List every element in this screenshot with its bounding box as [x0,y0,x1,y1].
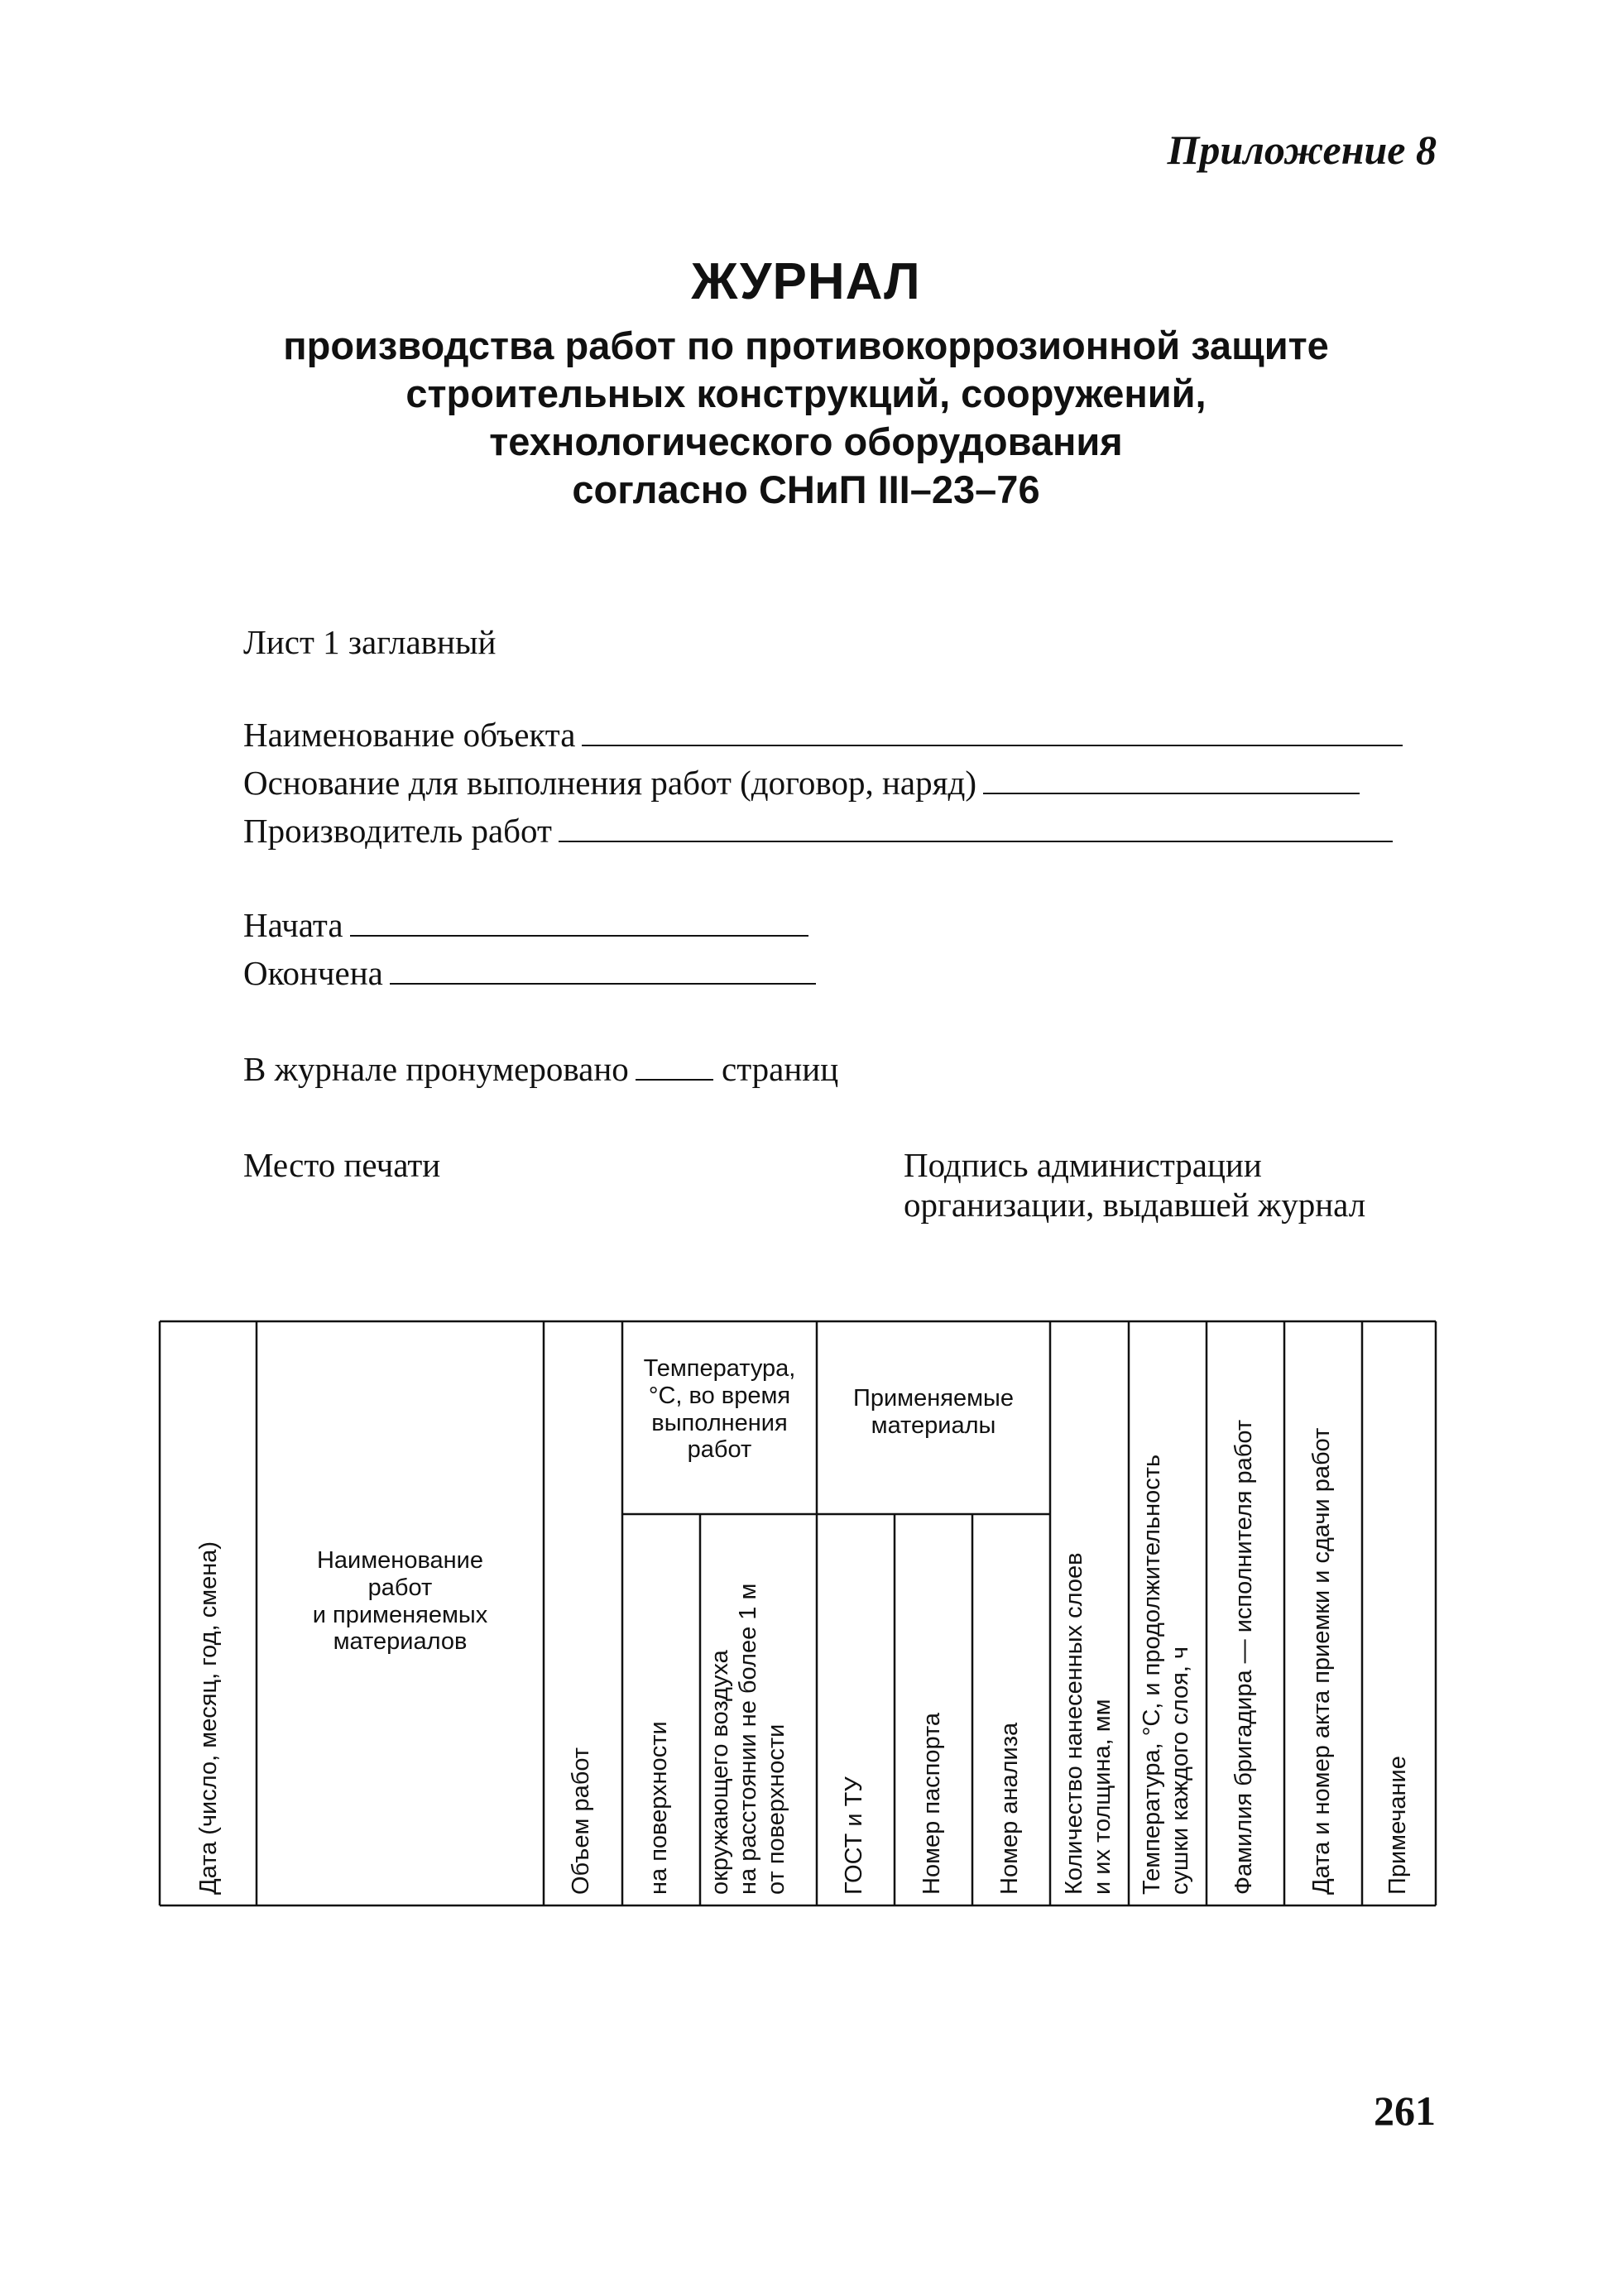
col-header-gost: ГОСТ и ТУ [841,1776,867,1895]
col-header-act: Дата и номер акта приемки и сдачи работ [1308,1427,1335,1895]
page-number: 261 [1374,2087,1436,2134]
materials-line: материалы [871,1412,996,1439]
contractor-field[interactable] [559,812,1393,842]
basis-label: Основание для выполнения работ (договор, наряд) [243,764,977,802]
object-name-field[interactable] [582,717,1403,746]
layers-line: Количество нанесенных слоев [1061,1552,1087,1895]
temp-air-line: окружающего воздуха [707,1650,733,1895]
object-name-row [243,715,1403,755]
pages-prefix: В журнале пронумеровано [243,1050,629,1088]
work-name-line: Наименование [316,1547,484,1574]
col-header-note: Примечание [1384,1756,1411,1895]
col-header-work-name [257,1547,544,1656]
temperature-line: Температура, [643,1355,796,1382]
journal-title: ЖУРНАЛ [691,253,921,310]
col-header-foreman: Фамилия бригадира — исполнителя работ [1231,1419,1257,1895]
appendix-label: Приложение 8 [1167,127,1437,173]
contractor-label: Производитель работ [243,812,552,850]
drying-line: сушки каждого слоя, ч [1166,1646,1193,1895]
col-header-analysis: Номер анализа [996,1722,1023,1895]
col-header-drying [1139,1332,1195,1895]
finished-label: Окончена [243,954,383,992]
started-field[interactable] [350,907,808,937]
temperature-line: °С, во время [648,1382,791,1409]
col-group-temperature [622,1355,817,1464]
seal-label: Место печати [243,1146,441,1184]
sheet-label: Лист 1 заглавный [243,623,497,661]
temperature-line: выполнения [651,1409,788,1436]
basis-field[interactable] [983,765,1360,794]
title-line-4: согласно СНиП III–23–76 [572,467,1040,511]
col-header-layers [1061,1332,1117,1895]
drying-line: Температура, °С, и продолжительность [1139,1454,1165,1895]
finished-row [243,953,816,993]
temperature-line: работ [687,1436,752,1464]
materials-line: Применяемые [853,1385,1014,1412]
col-header-passport: Номер паспорта [919,1712,945,1895]
col-header-temp-surface: на поверхности [645,1721,672,1895]
col-header-volume: Объем работ [568,1747,594,1895]
title-line-1: производства работ по противокоррозионной защите [283,324,1329,367]
signature-line-2: организации, выдавшей журнал [904,1186,1366,1224]
work-name-line: работ [367,1574,433,1601]
work-name-line: материалов [333,1628,468,1656]
started-row [243,905,808,945]
contractor-row [243,811,1393,851]
title-line-3: технологического оборудования [489,419,1123,463]
pages-suffix: страниц [722,1050,839,1088]
started-label: Начата [243,906,343,944]
col-header-date: Дата (число, месяц, год, смена) [195,1541,222,1895]
basis-row [243,763,1360,803]
pages-count-field[interactable] [636,1051,713,1081]
work-name-line: и применяемых [312,1601,488,1628]
signature-line-1: Подпись администрации [904,1146,1262,1184]
finished-field[interactable] [390,955,816,985]
title-line-2: строительных конструкций, сооружений, [405,371,1207,415]
col-header-temp-air [707,1531,791,1895]
object-name-label: Наименование объекта [243,716,576,754]
layers-line: и их толщина, мм [1088,1699,1115,1895]
temp-air-line: на расстоянии не более 1 м [734,1583,761,1895]
temp-air-line: от поверхности [762,1723,789,1895]
col-group-materials [817,1385,1050,1440]
pages-row [243,1049,838,1089]
